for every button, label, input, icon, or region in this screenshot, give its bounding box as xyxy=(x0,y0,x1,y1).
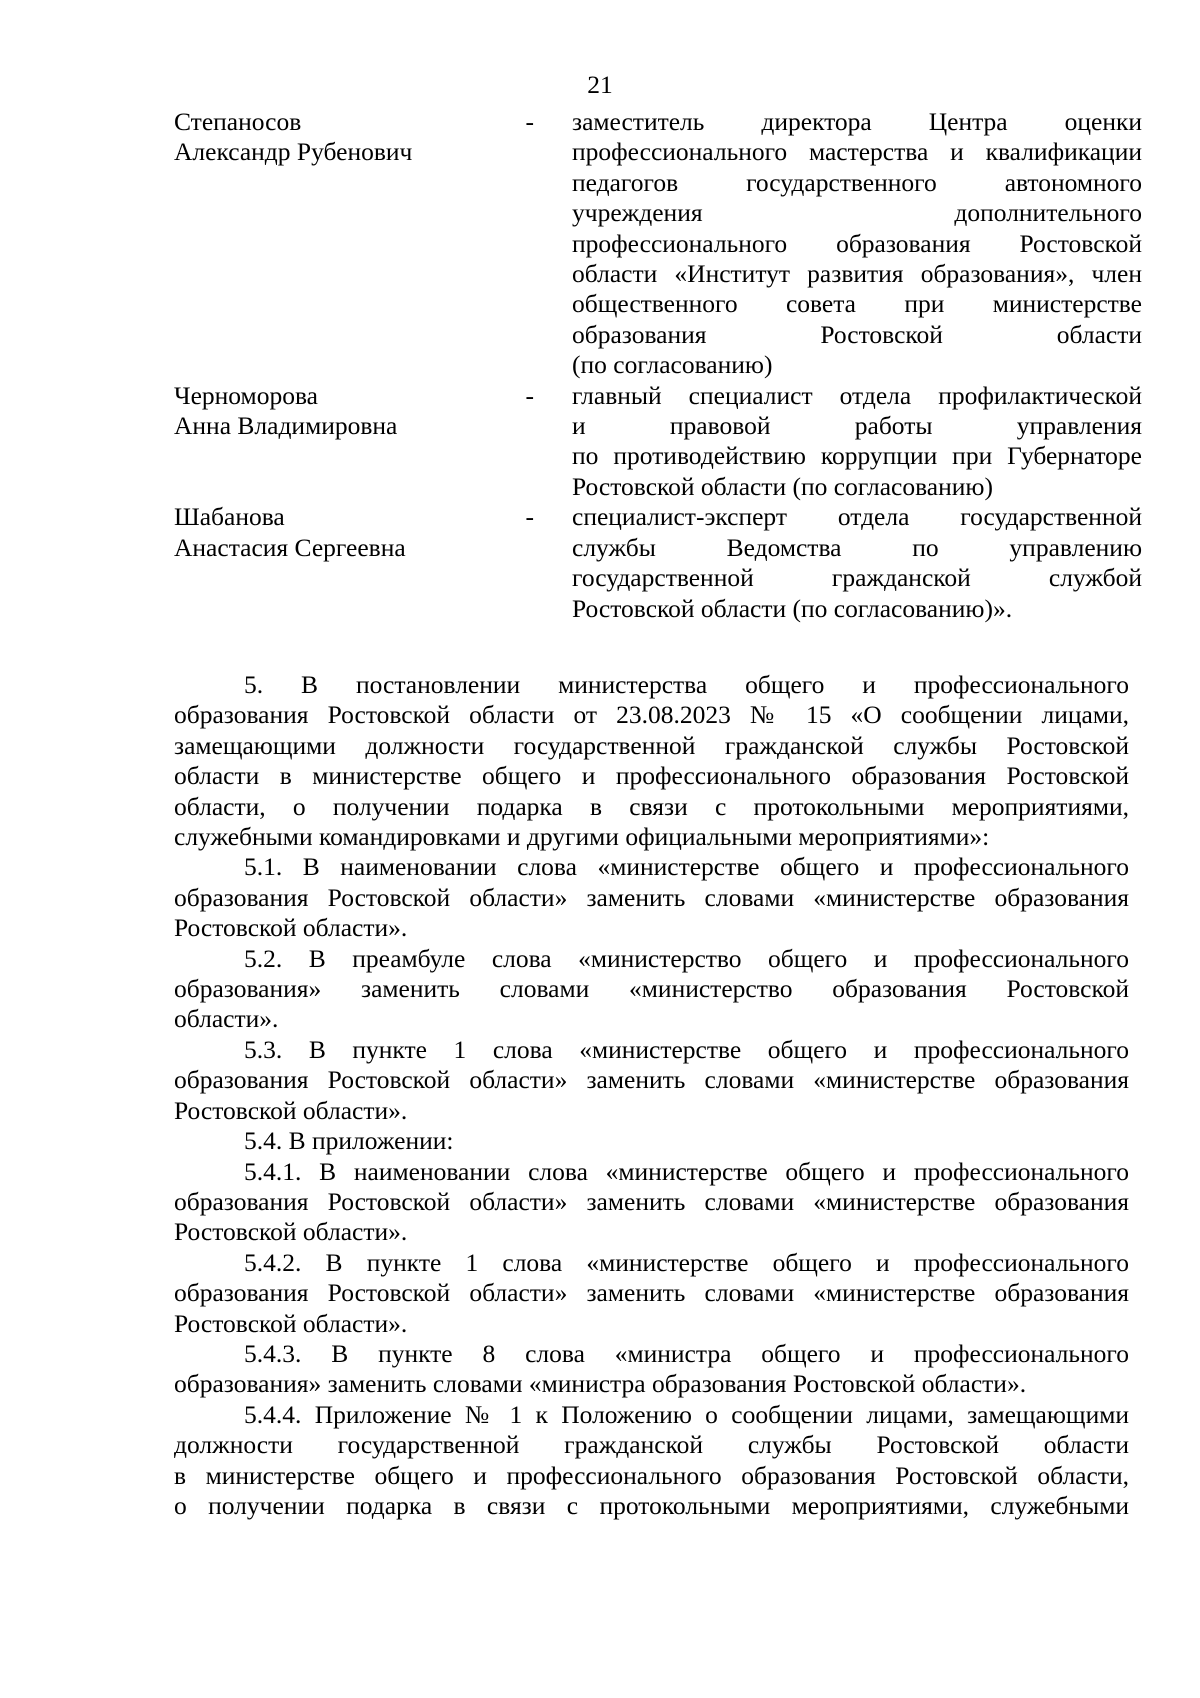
member-dash: - xyxy=(525,502,534,532)
paragraph-line: области, о получении подарка в связи с протокольными мероприятиями, xyxy=(174,791,1129,821)
paragraph-line: 5.2. В преамбуле слова «министерство общего и профессионального xyxy=(244,943,1129,973)
paragraph-line: должности государственной гражданской службы Ростовской области xyxy=(174,1430,1129,1460)
member-position-line: области «Институт развития образования», член xyxy=(572,259,1142,289)
member-position-line: педагогов государственного автономного xyxy=(572,167,1142,197)
paragraph-line: образования Ростовской области» заменить словами «министерстве образования xyxy=(174,1278,1129,1308)
paragraph-line: 5.4.4. Приложение № 1 к Положению о сообщении лицами, замещающими xyxy=(244,1399,1129,1429)
paragraph-line: 5.4.2. В пункте 1 слова «министерстве общего и профессионального xyxy=(244,1247,1129,1277)
member-position xyxy=(572,107,1142,381)
member-dash: - xyxy=(525,107,534,136)
paragraph-line: образования» заменить словами «министерство образования Ростовской xyxy=(174,974,1129,1004)
member-name-line: Анастасия Сергеевна xyxy=(174,532,406,562)
member-position-line: главный специалист отдела профилактической xyxy=(572,380,1142,410)
member-position-line: образования Ростовской области xyxy=(572,319,1142,349)
member-position-line: и правовой работы управления xyxy=(572,411,1142,441)
paragraph-line: 5.4.3. В пункте 8 слова «министра общего и профессионального xyxy=(244,1338,1129,1368)
paragraph-line: 5.3. В пункте 1 слова «министерстве общего и профессионального xyxy=(244,1034,1129,1064)
commission-members-list xyxy=(174,107,1142,624)
member-name-line: Шабанова xyxy=(174,502,285,532)
paragraph-line: служебными командировками и другими официальными мероприятиями»: xyxy=(174,822,990,852)
member-position-line: профессионального образования Ростовской xyxy=(572,228,1142,258)
member-position-line: Ростовской области (по согласованию) xyxy=(572,471,993,501)
paragraph-line: 5.1. В наименовании слова «министерстве общего и профессионального xyxy=(244,852,1129,882)
member-position-line: (по согласованию) xyxy=(572,350,773,380)
member-position-line: Ростовской области (по согласованию)». xyxy=(572,593,1013,623)
member-position xyxy=(572,381,1142,503)
paragraph-line: образования Ростовской области» заменить словами «министерстве образования xyxy=(174,1065,1129,1095)
member-name-line: Анна Владимировна xyxy=(174,411,398,441)
member-entry xyxy=(174,380,1142,503)
member-name-line: Александр Рубенович xyxy=(174,137,413,167)
member-position-line: учреждения дополнительного xyxy=(572,198,1142,228)
member-position-line: службы Ведомства по управлению xyxy=(572,532,1142,562)
paragraph-line: образования» заменить словами «министра образования Ростовской области». xyxy=(174,1369,1027,1399)
member-name xyxy=(174,381,464,442)
paragraph-line: о получении подарка в связи с протокольными мероприятиями, служебными xyxy=(174,1490,1129,1520)
paragraph xyxy=(174,670,1129,852)
member-position-line: по противодействию коррупции при Губернаторе xyxy=(572,441,1142,471)
member-name-line: Степаносов xyxy=(174,107,302,136)
member-position-line: специалист-эксперт отдела государственной xyxy=(572,502,1142,532)
member-entry xyxy=(174,107,1142,381)
paragraph xyxy=(174,852,1129,943)
member-name xyxy=(174,107,464,168)
paragraph-line: 5. В постановлении министерства общего и профессионального xyxy=(244,670,1129,699)
paragraph xyxy=(174,1400,1129,1522)
member-position-line: общественного совета при министерстве xyxy=(572,289,1142,319)
paragraph-line: Ростовской области». xyxy=(174,1095,408,1125)
paragraph-line: области». xyxy=(174,1004,279,1034)
paragraph-line: 5.4.1. В наименовании слова «министерстве общего и профессионального xyxy=(244,1156,1129,1186)
member-position-line: профессионального мастерства и квалификации xyxy=(572,137,1142,167)
member-name-line: Черноморова xyxy=(174,380,318,410)
paragraph-line: образования Ростовской области» заменить словами «министерстве образования xyxy=(174,1186,1129,1216)
member-name xyxy=(174,502,464,563)
page-number: 21 xyxy=(587,70,613,99)
paragraph-line: образования Ростовской области» заменить словами «министерстве образования xyxy=(174,882,1129,912)
paragraph-line: Ростовской области». xyxy=(174,1308,408,1338)
paragraph-line: области в министерстве общего и профессионального образования Ростовской xyxy=(174,761,1129,791)
paragraph xyxy=(174,1339,1129,1400)
member-position-line: государственной гражданской службой xyxy=(572,563,1142,593)
member-dash: - xyxy=(525,380,534,410)
paragraph-line: образования Ростовской области от 23.08.2023 № 15 «О сообщении лицами, xyxy=(174,700,1129,730)
paragraph xyxy=(174,1248,1129,1339)
document-body xyxy=(174,670,1129,1521)
paragraph xyxy=(174,1157,1129,1248)
paragraph-line: замещающими должности государственной гражданской службы Ростовской xyxy=(174,730,1129,760)
paragraph xyxy=(174,1126,1129,1156)
paragraph-line: 5.4. В приложении: xyxy=(244,1126,454,1156)
paragraph xyxy=(174,1035,1129,1126)
paragraph-line: Ростовской области». xyxy=(174,1217,408,1247)
member-position xyxy=(572,502,1142,624)
member-position-line: заместитель директора Центра оценки xyxy=(572,107,1142,136)
paragraph xyxy=(174,944,1129,1035)
paragraph-line: Ростовской области». xyxy=(174,913,408,943)
member-entry xyxy=(174,502,1142,624)
paragraph-line: в министерстве общего и профессионального образования Ростовской области, xyxy=(174,1460,1129,1490)
